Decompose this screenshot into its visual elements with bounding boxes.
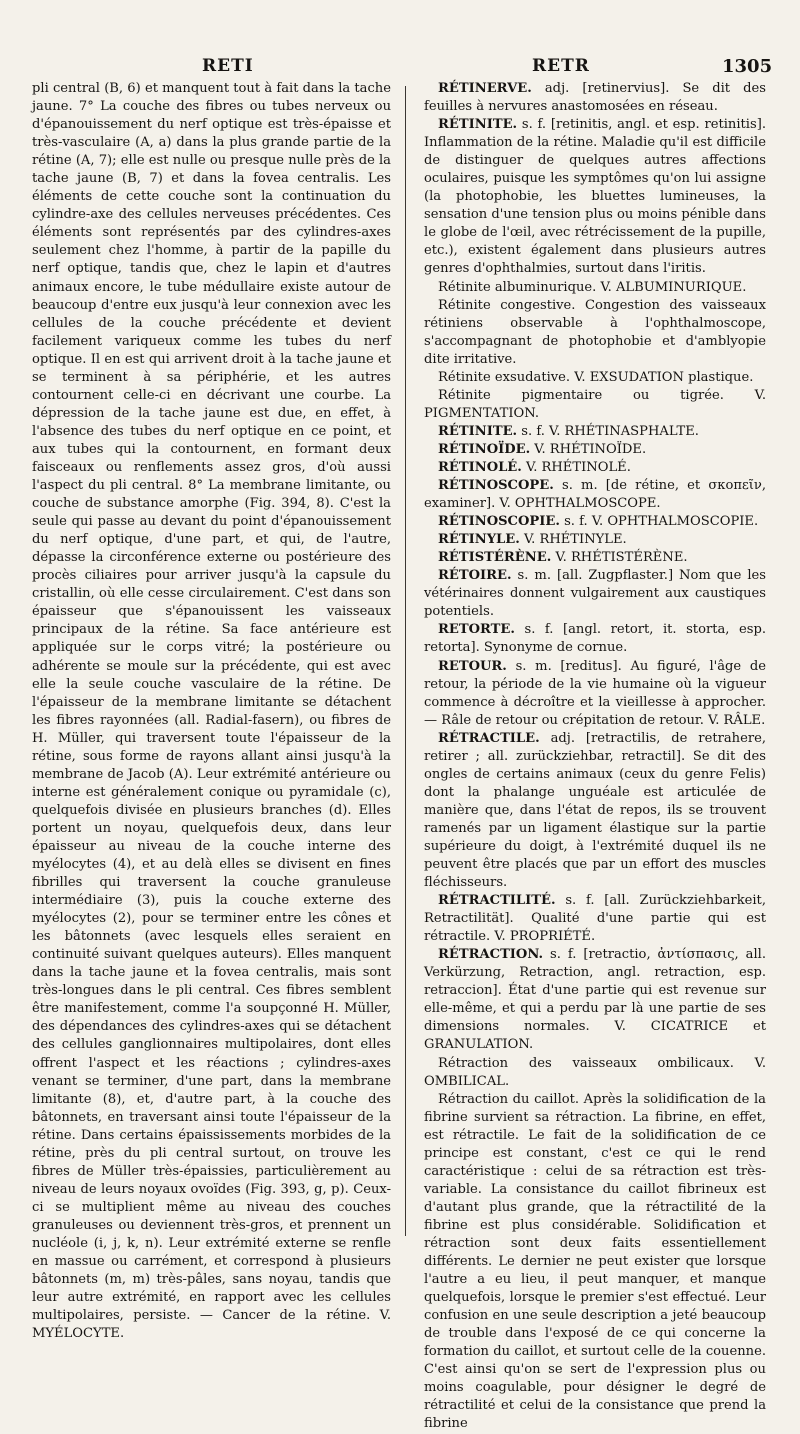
running-head-left: RETI (202, 56, 254, 76)
entry-headword: RÉTINITE. (438, 117, 518, 133)
right-column (424, 80, 767, 1432)
dictionary-entry (424, 369, 766, 387)
dictionary-entry (424, 658, 766, 730)
dictionary-entry (424, 80, 766, 116)
dictionary-entry (424, 567, 766, 621)
entry-text: V. RHÉTINOÏDE. (534, 441, 647, 457)
entry-headword: RÉTINOLÉ. (438, 459, 522, 475)
dictionary-entry (424, 441, 766, 459)
entry-text: adj. [retractilis, de retrahere, retirer ; all. zurückziehbar, retractil]. Se dit des ongles de certains animaux (ceux du genre Felis) dont la phalange unguéale est articulée de manière que, dans l'état de repos, ils se trouvent ramenés par un ligament élastique sur la partie supérieure du doigt, à l'extrémité duquel ils ne peuvent être placés que par un effort des muscles fléchisseurs. (424, 730, 766, 891)
entry-text: V. RHÉTINYLE. (523, 532, 627, 548)
dictionary-entry (424, 531, 766, 549)
column-divider (405, 86, 406, 1236)
dictionary-entry (424, 549, 766, 567)
entry-text: V. RHÉTINOLÉ. (526, 459, 631, 475)
dictionary-entry (424, 1091, 766, 1434)
entry-headword: RÉTINITE. (438, 423, 518, 439)
dictionary-entry (424, 477, 766, 513)
entry-headword: RÉTINYLE. (438, 532, 520, 548)
entry-text: Rétraction des vaisseaux ombilicaux. V. OMBILICAL. (424, 1055, 766, 1089)
entry-text: s. f. [all. Zurückziehbarkeit, Retractilität]. Qualité d'une partie qui est rétractile. V. PROPRIÉTÉ. (424, 893, 766, 945)
entry-text: s. f. [retractio, ἀντίσπασις, all. Verkürzung, Retraction, angl. retraction, esp. retraccion]. État d'une partie qui est revenue sur elle-même, et qui a perdu par là une partie de ses dimensions normales. V. CICATRICE et GRANULATION. (424, 947, 766, 1053)
dictionary-entry (424, 116, 766, 278)
dictionary-entry (424, 621, 766, 657)
dictionary-entry (424, 730, 766, 892)
entry-text: Rétinite pigmentaire ou tigrée. V. PIGMENTATION. (424, 387, 766, 421)
entry-headword: RETORTE. (438, 622, 515, 638)
entry-text: Rétraction du caillot. Après la solidification de la fibrine survient sa rétraction. La fibrine, en effet, est rétractile. Le fait de la solidification de ce principe est constant, c'est ce qui le rend caractéristique : celui de sa rétraction est très-variable. La consistance du caillot fibrineux est d'autant plus grande, que la rétractilité de la fibrine est plus considérable. Solidification et rétraction sont deux faits essentiellement différents. Le dernier ne peut exister que lorsque l'autre a eu lieu, il peut manquer, et manque quelquefois, lorsque le premier s'est effectué. Leur confusion en une seule description a jeté beaucoup de trouble dans l'exposé de ce qui concerne la formation du caillot, et surtout celle de la couenne. C'est ainsi qu'on se sert de l'expression plus ou moins coagulable, pour désigner le degré de rétractilité et celui de la consistance que prend la fibrine (424, 1091, 766, 1432)
entry-text: s. m. [de rétine, et σκοπεῖν, examiner]. V. OPHTHALMOSCOPE. (424, 478, 766, 512)
dictionary-entry (424, 892, 766, 946)
entry-text: s. f. V. RHÉTINASPHALTE. (521, 423, 699, 439)
entry-text: s. f. [angl. retort, it. storta, esp. retorta]. Synonyme de cornue. (424, 622, 766, 656)
entry-headword: RÉTISTÉRÈNE. (438, 550, 552, 566)
entry-text: V. RHÉTISTÉRÈNE. (555, 550, 688, 566)
entry-headword: RÉTRACTILE. (438, 730, 540, 746)
entry-text: Rétinite congestive. Congestion des vaisseaux rétiniens observable à l'ophthalmoscope, s'accompagnant de photophobie et d'amblyopie dite irritative. (424, 297, 766, 367)
left-column-text: pli central (B, 6) et manquent tout à fait dans la tache jaune. 7° La couche des fibres ou tubes nerveux ou d'épanouissement du nerf optique est très-épaisse et très-vasculaire (A, a) dans la plus grande partie de la rétine (A, 7); elle est nulle ou presque nulle près de la tache jaune (B, 7) et dans la fovea centralis. Les éléments de cette couche sont la continuation du cylindre-axe des cellules nerveuses précédentes. Ces éléments sont représentés par des cylindres-axes seulement chez l'homme, à partir de la papille du nerf optique, tandis que, chez le lapin et d'autres animaux encore, le tube médullaire existe autour de beaucoup d'entre eux jusqu'à leur connexion avec les cellules de la couche précédente et devient facilement variqueux comme les tubes du nerf optique. Il en est qui arrivent droit à la tache jaune et se terminent à sa périphérie, et les autres contournent celle-ci en décrivant une courbe. La dépression de la tache jaune est due, en effet, à l'absence des tubes du nerf optique en ce point, et aux tubes qui la contournent, en formant deux faisceaux ou renflements assez gros, d'où aussi l'aspect du pli central. 8° La membrane limitante, ou couche de substance amorphe (Fig. 394, 8). C'est la seule qui passe au devant du point d'épanouissement du nerf optique, d'une part, et qui, de l'autre, dépasse la circonférence externe ou postérieure des procès ciliaires pour arriver jusqu'à la capsule du cristallin, où elle cesse circulairement. C'est dans son épaisseur que s'épanouissent les vaisseaux principaux de la rétine. Sa face antérieure est appliquée sur le corps vitré; la postérieure ou adhérente se moule sur la précédente, qui est avec elle la seule couche vasculaire de la rétine. De l'épaisseur de la membrane limitante se détachent les fibres rayonnées (all. Radial-fasern), ou fibres de H. Müller, qui traversent toute l'épaisseur de la rétine, sous forme de rayons allant ainsi jusqu'à la membrane de Jacob (A). Leur extrémité antérieure ou interne est généralement conique ou pyramidale (c), quelquefois divisée en plusieurs branches (d). Elles portent un noyau, quelquefois deux, dans leur épaisseur au niveau de la couche interne des myélocytes (4), et au delà elles se divisent en fines fibrilles qui traversent la couche granuleuse intermédiaire (3), puis la couche externe des myélocytes (2), pour se terminer entre les cônes et les bâtonnets (avec lesquels elles seraient en continuité suivant quelques auteurs). Elles manquent dans la tache jaune et la fovea centralis, mais sont très-longues dans le pli central. Ces fibres semblent être manifestement, comme l'a soupçonné H. Müller, des dépendances des cylindres-axes qui se détachent des cellules ganglionnaires multipolaires, dont elles offrent l'aspect et les réactions ; cylindres-axes venant se terminer, d'une part, dans la membrane limitante (8), et, d'autre part, à la couche des bâtonnets, en traversant ainsi toute l'épaisseur de la rétine. Dans certains épaississements morbides de la rétine, près du pli central surtout, on trouve les fibres de Müller très-épaissies, particulièrement au niveau de leurs noyaux ovoïdes (Fig. 393, g, p). Ceux-ci se multiplient même au niveau des couches granuleuses ou deviennent très-gros, et prennent un nucléole (i, j, k, n). Leur extrémité externe se renfle en massue ou carrément, et correspond à plusieurs bâtonnets (m, m) très-pâles, sans noyau, tandis que leur autre extrémité, en rapport avec les cellules multipolaires, persiste. — Cancer de la rétine. V. MYÉLOCYTE. (32, 81, 391, 1342)
entry-text: s. f. V. OPHTHALMOSCOPIE. (564, 514, 759, 530)
dictionary-entry (424, 946, 766, 1054)
entry-text: Rétinite albuminurique. V. ALBUMINURIQUE. (438, 279, 747, 295)
dictionary-entry (424, 297, 766, 369)
entry-headword: RETOUR. (438, 658, 507, 674)
running-head-right: RETR (532, 56, 590, 76)
dictionary-entry (424, 387, 766, 423)
entry-headword: RÉTRACTILITÉ. (438, 893, 556, 909)
dictionary-entry (424, 459, 766, 477)
left-column (32, 80, 391, 1342)
entry-headword: RÉTINERVE. (438, 81, 532, 96)
entry-text: adj. [retinervius]. Se dit des feuilles à nervures anastomosées en réseau. (424, 81, 766, 115)
entry-text: Rétinite exsudative. V. EXSUDATION plastique. (438, 369, 754, 385)
entry-headword: RÉTOIRE. (438, 568, 512, 584)
entry-text: s. m. [all. Zugpflaster.] Nom que les vétérinaires donnent vulgairement aux caustiques potentiels. (424, 568, 766, 620)
dictionary-entry (424, 279, 766, 297)
dictionary-entry (424, 423, 766, 441)
dictionary-entry (424, 513, 766, 531)
entry-text: s. m. [reditus]. Au figuré, l'âge de retour, la période de la vie humaine où la vigueur commence à décroître et la vieillesse à approcher. — Râle de retour ou crépitation de retour. V. RÂLE. (424, 658, 767, 728)
page-number: 1305 (722, 56, 773, 77)
entry-headword: RÉTINOSCOPE. (438, 478, 554, 494)
entry-headword: RÉTRACTION. (438, 947, 544, 963)
entry-headword: RÉTINOSCOPIE. (438, 514, 560, 530)
entry-headword: RÉTINOÏDE. (438, 441, 531, 457)
entry-text: s. f. [retinitis, angl. et esp. retinitis]. Inflammation de la rétine. Maladie qu'il est difficile de distinguer de quelques autres affections oculaires, puisque les symptômes qu'on lui assigne (la photophobie, les bluettes lumineuses, la sensation d'une tension plus ou moins pénible dans le globe de l'œil, avec rétrécissement de la pupille, etc.), existent également dans plusieurs autres genres d'ophthalmies, surtout dans l'iritis. (424, 117, 766, 277)
dictionary-entry (424, 1055, 766, 1091)
